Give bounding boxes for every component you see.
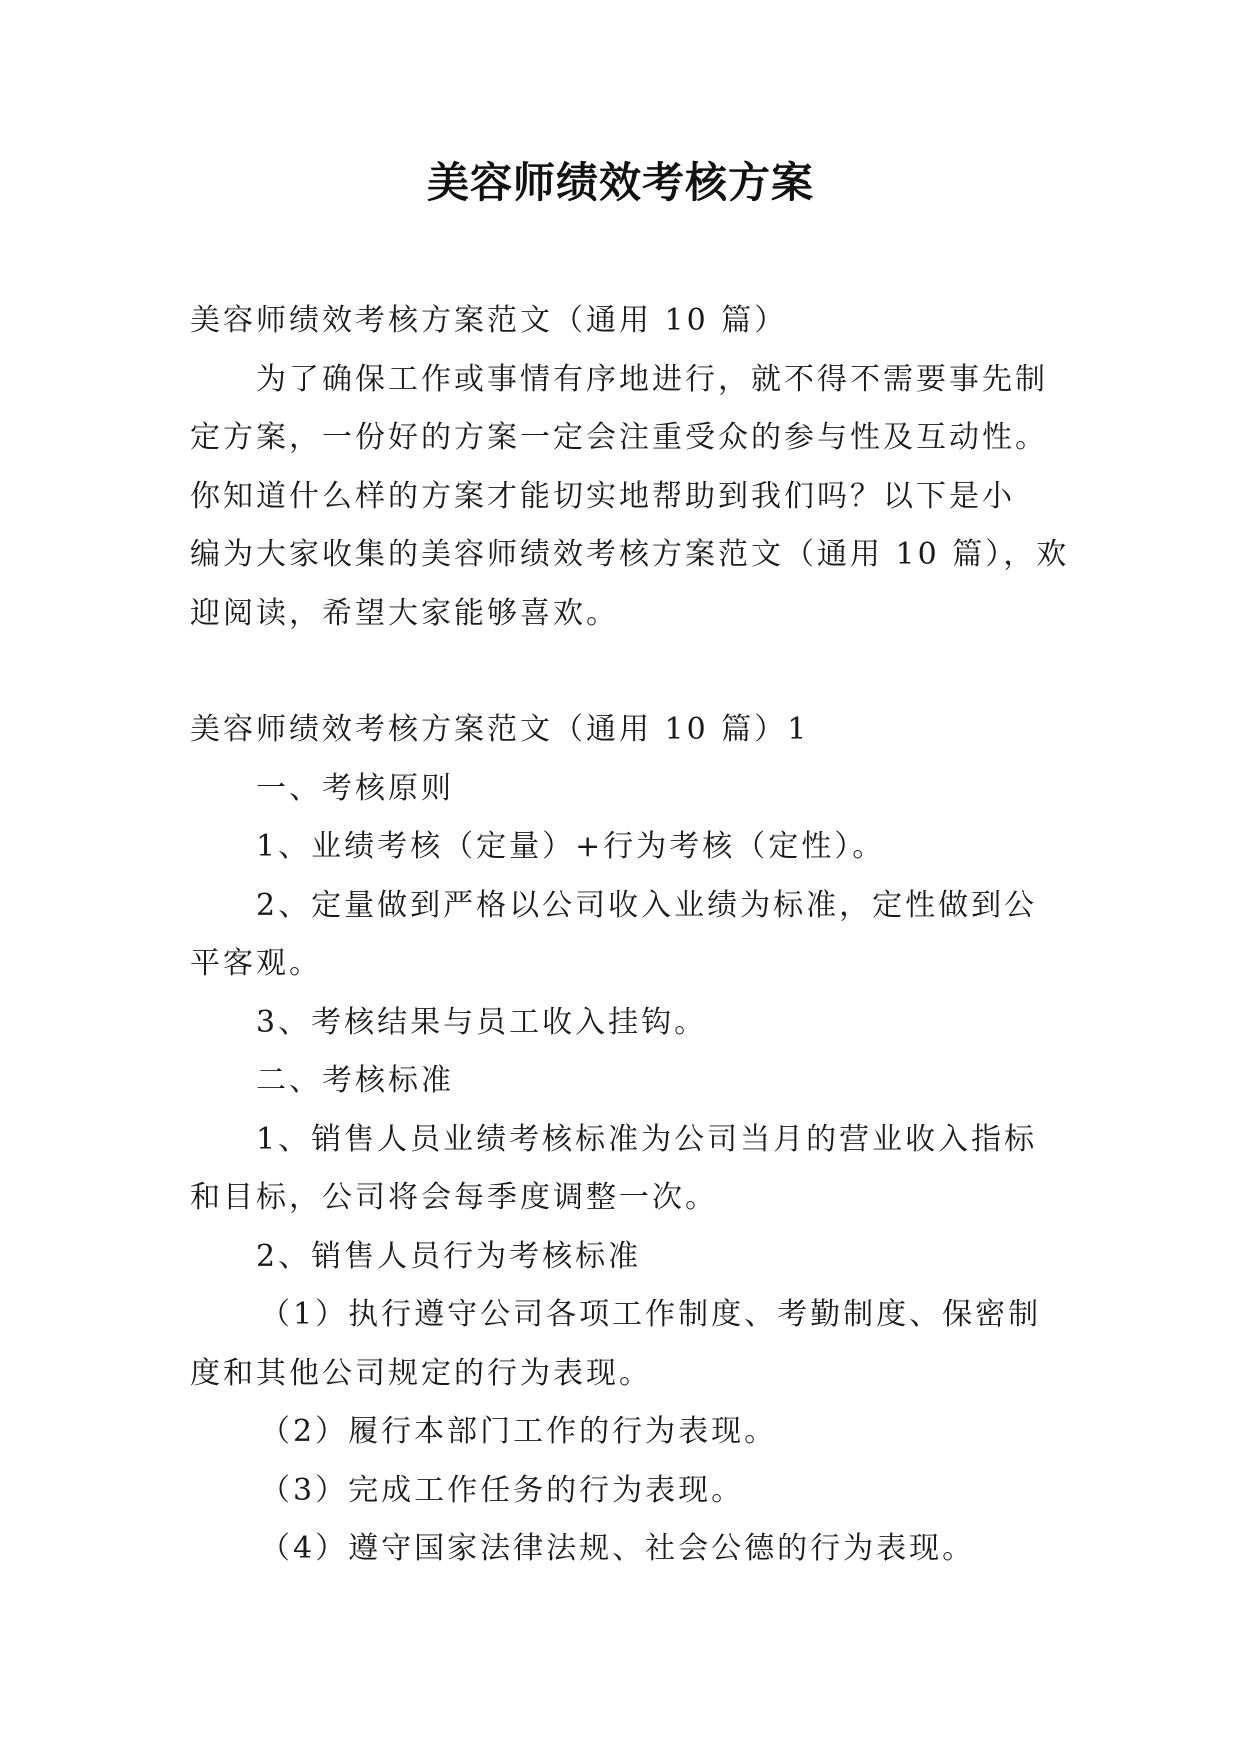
principle-item-3: 3、考核结果与员工收入挂钩。 — [256, 1004, 708, 1040]
principle-item-2-cont: 平客观。 — [190, 946, 322, 981]
standard-heading: 二、考核标准 — [256, 1063, 454, 1098]
behavior-item-4: （4）遵守国家法律法规、社会公德的行为表现。 — [260, 1531, 976, 1566]
behavior-item-3: （3）完成工作任务的行为表现。 — [260, 1472, 745, 1508]
standard-item-1: 1、销售人员业绩考核标准为公司当月的营业收入指标 — [256, 1121, 1038, 1157]
intro-line-3: 你知道什么样的方案才能切实地帮助到我们吗？以下是小 — [190, 478, 1015, 514]
behavior-item-1: （1）执行遵守公司各项工作制度、考勤制度、保密制 — [260, 1297, 1042, 1332]
behavior-item-2: （2）履行本部门工作的行为表现。 — [260, 1414, 778, 1449]
section-gap — [190, 643, 1070, 701]
document-body — [190, 292, 1070, 1579]
principle-item-2: 2、定量做到严格以公司收入业绩为标准，定性做到公 — [256, 887, 1038, 923]
behavior-item-1-cont: 度和其他公司规定的行为表现。 — [190, 1355, 652, 1391]
intro-line-1: 为了确保工作或事情有序地进行，就不得不需要事先制 — [256, 361, 1048, 397]
principle-item-1: 1、业绩考核（定量）+行为考核（定性）。 — [256, 829, 886, 864]
intro-line-2: 定方案，一份好的方案一定会注重受众的参与性及互动性。 — [190, 420, 1048, 455]
document-title: 美容师绩效考核方案 — [426, 158, 814, 207]
section-heading-1: 美容师绩效考核方案范文（通用 10 篇）1 — [190, 712, 810, 747]
principle-heading: 一、考核原则 — [256, 770, 454, 806]
intro-line-4: 编为大家收集的美容师绩效考核方案范文（通用 10 篇），欢 — [190, 537, 1070, 572]
subtitle-line: 美容师绩效考核方案范文（通用 10 篇） — [190, 303, 788, 338]
standard-item-1-cont: 和目标，公司将会每季度调整一次。 — [190, 1180, 718, 1215]
intro-line-5: 迎阅读，希望大家能够喜欢。 — [190, 595, 619, 631]
standard-item-2: 2、销售人员行为考核标准 — [256, 1238, 642, 1274]
